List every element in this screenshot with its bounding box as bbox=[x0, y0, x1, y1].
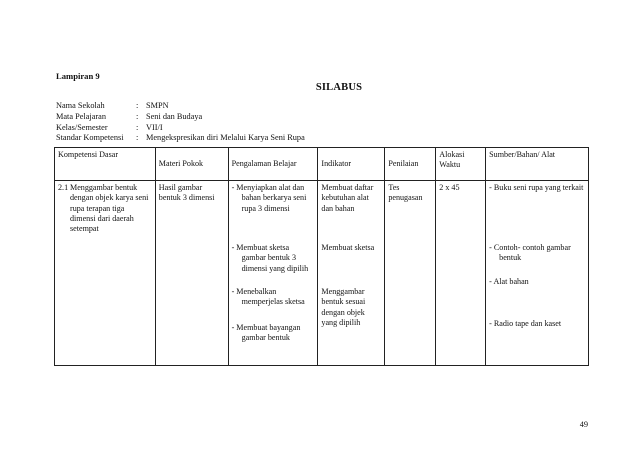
cell-penilaian bbox=[385, 181, 436, 366]
meta-separator: : bbox=[136, 133, 139, 143]
meta-key: Mata Pelajaran bbox=[56, 111, 106, 121]
header-sumber-bahan-alat: Sumber/Bahan/ Alat bbox=[486, 148, 589, 181]
cell-materi-pokok bbox=[155, 181, 228, 366]
list-item: Membuat sketsa bbox=[321, 243, 375, 252]
kd-number: 2.1 bbox=[58, 183, 69, 192]
list-item: - Contoh- contoh gambar bentuk bbox=[489, 243, 571, 263]
meta-value: VII/I bbox=[146, 122, 163, 132]
page-number: 49 bbox=[579, 420, 588, 429]
meta-row-class bbox=[56, 123, 305, 134]
cell-pengalaman-belajar bbox=[228, 181, 318, 366]
meta-separator: : bbox=[136, 111, 139, 121]
header-indikator: Indikator bbox=[318, 148, 385, 181]
cell-indikator bbox=[318, 181, 385, 366]
syllabus-table bbox=[54, 147, 589, 366]
appendix-label: Lampiran 9 bbox=[56, 71, 100, 81]
list-item: - Alat bahan bbox=[489, 277, 529, 286]
syllabus-meta bbox=[56, 101, 305, 144]
meta-key: Kelas/Semester bbox=[56, 122, 108, 132]
penilaian-text: Tes penugasan bbox=[388, 183, 423, 203]
list-item: Menggambar bentuk sesuai dengan objek yang dipilih bbox=[321, 287, 366, 327]
header-kompetensi-dasar: Kompetensi Dasar bbox=[55, 148, 156, 181]
meta-value: SMPN bbox=[146, 101, 169, 110]
list-item: - Membuat sketsa gambar bentuk 3 dimensi yang dipilih bbox=[231, 243, 309, 273]
cell-alokasi-waktu bbox=[436, 181, 486, 366]
meta-row-standard bbox=[56, 133, 305, 144]
header-penilaian: Penilaian bbox=[385, 148, 436, 181]
meta-key: Standar Kompetensi bbox=[56, 133, 124, 143]
table-header-row bbox=[55, 148, 589, 181]
header-alokasi-waktu: Alokasi Waktu bbox=[436, 148, 486, 181]
meta-value: Mengekspresikan diri Melalui Karya Seni Rupa bbox=[146, 133, 305, 143]
meta-separator: : bbox=[136, 101, 139, 110]
list-item: Membuat daftar kebutuhan alat dan bahan bbox=[321, 183, 374, 213]
meta-row-school bbox=[56, 101, 305, 112]
meta-key: Nama Sekolah bbox=[56, 101, 105, 110]
header-pengalaman-belajar: Pengalaman Belajar bbox=[228, 148, 318, 181]
kd-text: Menggambar bentuk dengan objek karya seni rupa terapan tiga dimensi dari daerah setempat bbox=[70, 183, 149, 234]
list-item: - Radio tape dan kaset bbox=[489, 319, 562, 328]
cell-sumber-bahan-alat bbox=[486, 181, 589, 366]
header-materi-pokok: Materi Pokok bbox=[155, 148, 228, 181]
alokasi-text: 2 x 45 bbox=[439, 183, 460, 192]
materi-text: Hasil gambar bentuk 3 dimensi bbox=[158, 183, 215, 203]
meta-row-subject bbox=[56, 112, 305, 123]
list-item: - Membuat bayangan gambar bentuk bbox=[231, 323, 301, 343]
cell-kompetensi-dasar bbox=[55, 181, 156, 366]
meta-value: Seni dan Budaya bbox=[146, 111, 203, 121]
meta-separator: : bbox=[136, 122, 139, 132]
table-row bbox=[55, 181, 589, 366]
list-item: - Buku seni rupa yang terkait bbox=[489, 183, 584, 192]
list-item: - Menyiapkan alat dan bahan berkarya seni rupa 3 dimensi bbox=[231, 183, 307, 213]
document-title: SILABUS bbox=[315, 82, 363, 93]
list-item: - Menebalkan memperjelas sketsa bbox=[231, 287, 305, 307]
